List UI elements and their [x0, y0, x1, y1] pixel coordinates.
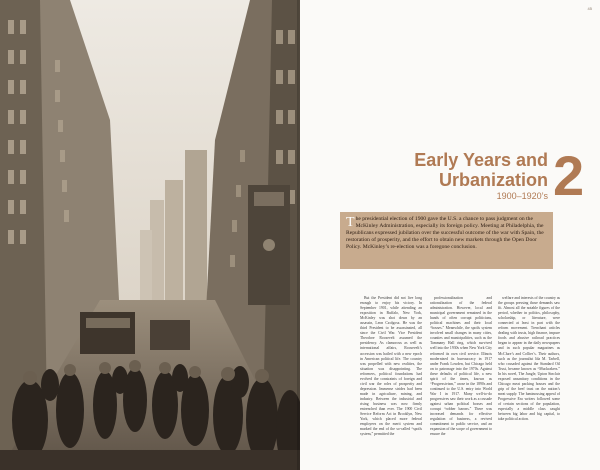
- intro-text: he presidential election of 1900 gave the U.S. a chance to pass judgment on the McKinley Administration, especially its foreign policy. Meeting at Philadelphia, the Republicans expressed jubilation over the successful outcome of the war with Spain, the restoration of prosperity, and the effort to obtain new markets through the Open Door Policy. McKinley’s re-election was a foregone conclusion.: [346, 216, 544, 250]
- body-column-2: [430, 296, 492, 464]
- body-column-1: [360, 296, 422, 464]
- chapter-dates: 1900–1920’s: [496, 191, 548, 201]
- chapter-title-line2: Urbanization: [438, 170, 548, 190]
- chapter-title-line1: Early Years and: [414, 150, 548, 170]
- drop-cap: T: [346, 215, 355, 230]
- page-number: 45: [587, 6, 592, 11]
- column-text: professionalization and rationalization of the federal administration. However, local and municipal government remained in the hands of often corrupt politicians, political machines and their local “bosses.” Meanwhile, the spoils system involved small changes in many cities, counties and municipalities, such as the Tammany Hall ring, which survived well into the 1930s when New York City reformed its own civil service. Illinois modernized its bureaucracy in 1917 under Frank Lowden, but Chicago held on to patronage into the 1970s. Against these defaults of political life, a new spirit of the times, known as “Progressivism,” arose in the 1890s and continued to the U.S. entry into World War I in 1917. Many well-to-do progressives saw their work as a crusade against urban political bosses and corrupt “robber barons.” There was increased demands for effective regulation of business, a revived commitment to public service, and an expansion of the scope of government to ensure the: [430, 296, 492, 437]
- body-column-3: [498, 296, 560, 464]
- column-text: welfare and interests of the country as the groups pressing those demands saw fit. Almost all the notable figures of the period, whether in politics, philosophy, scholarship, or literature, were connected at least in part with the reform movement. Trenchant articles dealing with trusts, high finance, impure foods and abusive railroad practices began to appear in the daily newspapers and in such popular magazines as McClure’s and Collier’s. Their authors, such as the journalist Ida M. Tarbell, who crusaded against the Standard Oil Trust, became known as “Muckrakers.” In his novel, The Jungle, Upton Sinclair exposed unsanitary conditions in the Chicago meat packing houses and the grip of the beef trust on the nation’s meat supply. The luminousing appeal of Progressive Era writers followed some of certain sections of the population, especially a middle class caught between big labor and big capital, to take political action.: [498, 296, 560, 422]
- chapter-number: 2: [553, 144, 585, 207]
- column-text: But the President did not live long enough to enjoy his victory. In September 1901, while attending an exposition in Buffalo, New York, McKinley was shot down by an assassin, Leon Czolgosz. He was the third President to be assassinated, all since the Civil War. Vice President Theodore Roosevelt assumed the presidency. As clamorous as well as international affairs, Roosevelt’s accession was hailed with a new epoch in American political life. The country was propelled with new realities, the situation was disappointing. The reformers, political foundations had evolved the constraints of foreign and civil war the roles of prosperity and depression. Immense strides had been made in agriculture, mining, and industry. Between the industrial and rising business was now firmly entrenched than ever. The 1900 Civil Service Reform Act in Brooklyn, New York, which placed more federal employees on the merit system and marked the end of the so-called “spoils system,” permitted the: [360, 296, 422, 437]
- intro-paragraph-box: [340, 212, 553, 269]
- chapter-title: [414, 150, 548, 190]
